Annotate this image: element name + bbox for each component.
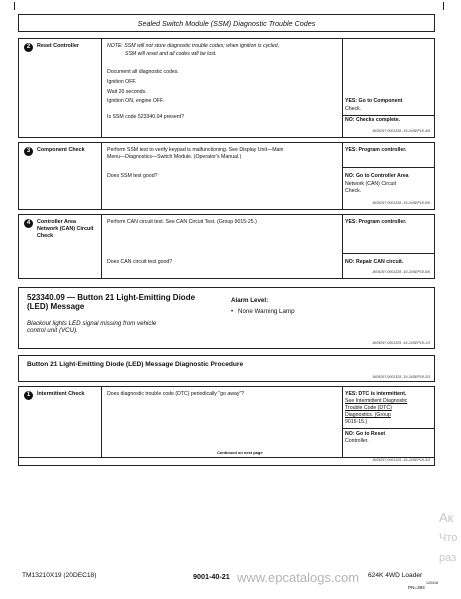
action-text: Ignition OFF. bbox=[107, 79, 137, 85]
intermittent-dtc-link[interactable]: See Intermittent Diagnostic bbox=[345, 398, 408, 404]
no-result: NO: Go to Controller Area bbox=[345, 173, 409, 179]
procedure-title: Button 21 Light-Emitting Diode (LED) Message Diagnostic Procedure bbox=[27, 361, 244, 368]
no-result: NO: Repair CAN circuit. bbox=[345, 259, 404, 265]
result-divider bbox=[342, 428, 434, 429]
continued-note: Continued on next page bbox=[217, 450, 263, 455]
footer-pn: PN=393 bbox=[408, 585, 425, 590]
dtc-description: control unit (VCU). bbox=[27, 327, 78, 334]
dtc-title: (LED) Message bbox=[27, 302, 85, 311]
question-text: Does diagnostic trouble code (DTC) periodically "go away"? bbox=[107, 391, 245, 397]
step-number-icon: 1 bbox=[24, 391, 33, 400]
column-divider bbox=[342, 215, 343, 278]
intermittent-dtc-link[interactable]: Diagnostics. (Group bbox=[345, 412, 391, 418]
intermittent-dtc-link[interactable]: Trouble Code (DTC) bbox=[345, 405, 392, 411]
yes-result: 9015-15.) bbox=[345, 419, 368, 425]
step-can-circuit-check bbox=[18, 214, 435, 279]
step-number-icon: 4 bbox=[24, 219, 33, 228]
no-result: Check. bbox=[345, 188, 362, 194]
step-reset-controller bbox=[18, 38, 435, 138]
column-divider bbox=[342, 143, 343, 209]
yes-result: YES: Program controller. bbox=[345, 147, 407, 153]
footer-machine: 624K 4WD Loader bbox=[368, 572, 423, 579]
watermark-side-text: Ак bbox=[439, 510, 454, 525]
result-divider bbox=[342, 167, 434, 168]
step-title: Network (CAN) Circuit bbox=[37, 226, 94, 232]
no-result: Network (CAN) Circuit bbox=[345, 181, 397, 187]
column-divider bbox=[101, 39, 102, 137]
action-text: Menu—Diagnostics—Switch Module. (Operator's Manual.) bbox=[107, 154, 242, 160]
watermark-side-text: Что bbox=[439, 532, 458, 544]
yes-result: YES: Program controller. bbox=[345, 219, 407, 225]
note-text: NOTE: SSM will not store diagnostic trouble codes; when ignition is cycled, bbox=[107, 43, 280, 49]
footer-date-small: 120418 bbox=[426, 581, 438, 585]
no-result: Controller. bbox=[345, 438, 369, 444]
step-title: Component Check bbox=[37, 147, 85, 153]
action-text: Wait 20 seconds. bbox=[107, 89, 147, 95]
reference-code: JK05297,0001328 -19-24SEP18-5/6 bbox=[372, 201, 430, 205]
column-divider bbox=[342, 39, 343, 137]
no-result: NO: Go to Reset bbox=[345, 431, 386, 437]
step-title: Check bbox=[37, 233, 54, 239]
watermark-url: www.epcatalogs.com bbox=[237, 570, 360, 585]
reference-code: JK05297,0001328 -19-24SEP18-4/6 bbox=[372, 129, 430, 133]
top-tick-mark bbox=[443, 2, 444, 10]
no-result: NO: Checks complete. bbox=[345, 117, 401, 123]
question-text: Is SSM code 523340.04 present? bbox=[107, 114, 184, 120]
action-text: Perform SSM test to verify keypad is malfunctioning. See Display Unit—Main bbox=[107, 147, 284, 153]
watermark-side-text: раз bbox=[439, 552, 457, 564]
procedure-header bbox=[18, 355, 435, 382]
dtc-description: Blackout lights LED signal missing from vehicle bbox=[27, 320, 157, 327]
step-number-icon: 2 bbox=[24, 43, 33, 52]
yes-result: YES: DTC is intermittent. bbox=[345, 391, 407, 397]
action-text: Document all diagnostic codes. bbox=[107, 69, 179, 75]
result-divider bbox=[342, 115, 434, 116]
alarm-bullet-icon: • bbox=[231, 308, 234, 315]
action-text: Perform CAN circuit test. See CAN Circuit Test. (Group 9015-25.) bbox=[107, 219, 257, 225]
step-title: Intermittent Check bbox=[37, 391, 85, 397]
yes-result: YES: Go to Component bbox=[345, 98, 403, 104]
page-header-title: Sealed Switch Module (SSM) Diagnostic Trouble Codes bbox=[137, 19, 316, 28]
column-divider bbox=[101, 387, 102, 457]
column-divider bbox=[101, 143, 102, 209]
step-title: Reset Controller bbox=[37, 43, 79, 49]
action-text: Ignition ON, engine OFF. bbox=[107, 98, 165, 104]
reference-code: JK05297,0001329 -19-24SEP18-1/3 bbox=[372, 341, 430, 345]
step-intermittent-check bbox=[18, 386, 435, 466]
result-divider bbox=[342, 253, 434, 254]
alarm-level-label: Alarm Level: bbox=[231, 297, 269, 304]
reference-code: JK05297,0001329 -19-24SEP18-2/3 bbox=[372, 375, 430, 379]
yes-result: Check. bbox=[345, 106, 362, 112]
reference-code: JK05297,0001328 -19-24SEP18-6/6 bbox=[372, 270, 430, 274]
footer-page-number: 9001-40-21 bbox=[193, 572, 230, 581]
dtc-section bbox=[18, 287, 435, 349]
dtc-title: 523340.09 — Button 21 Light-Emitting Diode bbox=[27, 293, 196, 302]
top-tick-mark bbox=[14, 2, 15, 10]
step-component-check bbox=[18, 142, 435, 210]
alarm-level-value: None Warning Lamp bbox=[238, 308, 295, 315]
step-number-icon: 3 bbox=[24, 147, 33, 156]
step-title: Controller Area bbox=[37, 219, 77, 225]
column-divider bbox=[101, 215, 102, 278]
page-header-box bbox=[18, 14, 435, 32]
question-text: Does SSM test good? bbox=[107, 173, 158, 179]
column-divider bbox=[342, 387, 343, 457]
question-text: Does CAN circuit test good? bbox=[107, 259, 173, 265]
note-text: SSM will reset and all codes will be lost. bbox=[125, 51, 217, 57]
reference-code: JK05297,0001329 -19-24SEP18-3/3 bbox=[372, 458, 430, 462]
footer-doc-id: TM13210X19 (20DEC18) bbox=[22, 572, 97, 579]
